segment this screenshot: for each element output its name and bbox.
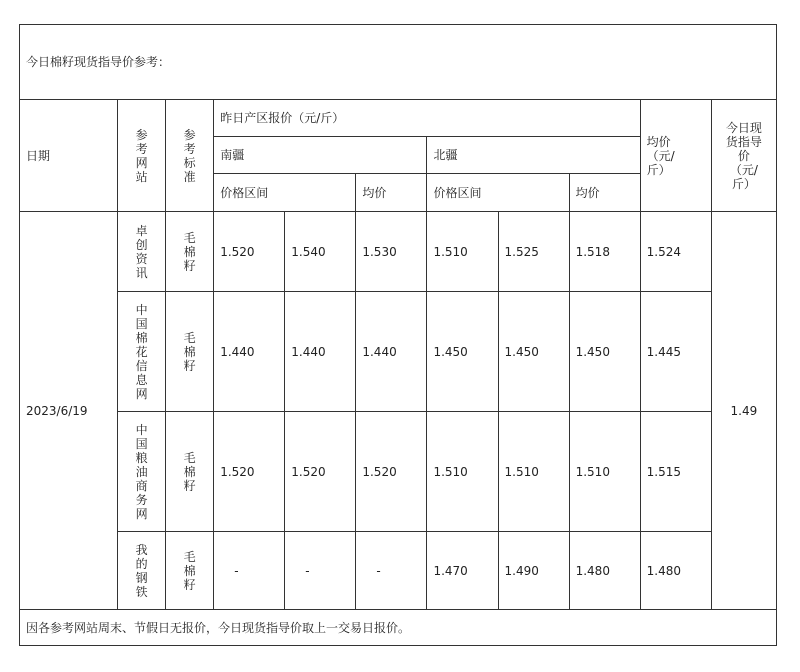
header-south-avg: 均价 bbox=[356, 174, 427, 212]
table-row bbox=[20, 212, 777, 292]
avg-cell: 1.445 bbox=[640, 292, 711, 412]
north-high: 1.525 bbox=[498, 212, 569, 292]
standard-cell: 毛棉籽 bbox=[166, 532, 214, 610]
south-low: - bbox=[214, 532, 285, 610]
standard-cell: 毛棉籽 bbox=[166, 212, 214, 292]
table-row bbox=[20, 292, 777, 412]
table-row bbox=[20, 412, 777, 532]
date-cell: 2023/6/19 bbox=[20, 212, 118, 610]
north-avg: 1.510 bbox=[569, 412, 640, 532]
site-cell: 卓创资讯 bbox=[118, 212, 166, 292]
south-high: 1.540 bbox=[285, 212, 356, 292]
standard-cell: 毛棉籽 bbox=[166, 412, 214, 532]
header-south-range: 价格区间 bbox=[214, 174, 356, 212]
header-today-guide: 今日现货指导价（元/斤） bbox=[711, 100, 776, 212]
north-avg: 1.450 bbox=[569, 292, 640, 412]
today-price-cell: 1.49 bbox=[711, 212, 776, 610]
site-cell: 我的钢铁 bbox=[118, 532, 166, 610]
north-low: 1.470 bbox=[427, 532, 498, 610]
north-high: 1.490 bbox=[498, 532, 569, 610]
south-high: - bbox=[285, 532, 356, 610]
north-high: 1.450 bbox=[498, 292, 569, 412]
north-low: 1.510 bbox=[427, 212, 498, 292]
south-avg: 1.440 bbox=[356, 292, 427, 412]
south-avg: - bbox=[356, 532, 427, 610]
table-row bbox=[20, 532, 777, 610]
north-avg: 1.480 bbox=[569, 532, 640, 610]
header-date: 日期 bbox=[20, 100, 118, 212]
south-low: 1.520 bbox=[214, 412, 285, 532]
header-north: 北疆 bbox=[427, 137, 640, 174]
south-high: 1.520 bbox=[285, 412, 356, 532]
price-table bbox=[19, 24, 777, 646]
header-site: 参考网站 bbox=[118, 100, 166, 212]
north-avg: 1.518 bbox=[569, 212, 640, 292]
north-high: 1.510 bbox=[498, 412, 569, 532]
south-high: 1.440 bbox=[285, 292, 356, 412]
header-north-range: 价格区间 bbox=[427, 174, 569, 212]
avg-cell: 1.480 bbox=[640, 532, 711, 610]
north-low: 1.510 bbox=[427, 412, 498, 532]
north-low: 1.450 bbox=[427, 292, 498, 412]
header-standard: 参考标准 bbox=[166, 100, 214, 212]
south-avg: 1.530 bbox=[356, 212, 427, 292]
south-low: 1.440 bbox=[214, 292, 285, 412]
header-yesterday: 昨日产区报价（元/斤） bbox=[214, 100, 640, 137]
south-low: 1.520 bbox=[214, 212, 285, 292]
header-north-avg: 均价 bbox=[569, 174, 640, 212]
site-cell: 中国棉花信息网 bbox=[118, 292, 166, 412]
standard-cell: 毛棉籽 bbox=[166, 292, 214, 412]
avg-cell: 1.515 bbox=[640, 412, 711, 532]
footnote: 因各参考网站周末、节假日无报价，今日现货指导价取上一交易日报价。 bbox=[20, 610, 777, 646]
south-avg: 1.520 bbox=[356, 412, 427, 532]
avg-cell: 1.524 bbox=[640, 212, 711, 292]
header-south: 南疆 bbox=[214, 137, 427, 174]
table-title: 今日棉籽现货指导价参考： bbox=[20, 25, 777, 100]
header-avg-unit: 均价（元/斤） bbox=[640, 100, 711, 212]
site-cell: 中国粮油商务网 bbox=[118, 412, 166, 532]
